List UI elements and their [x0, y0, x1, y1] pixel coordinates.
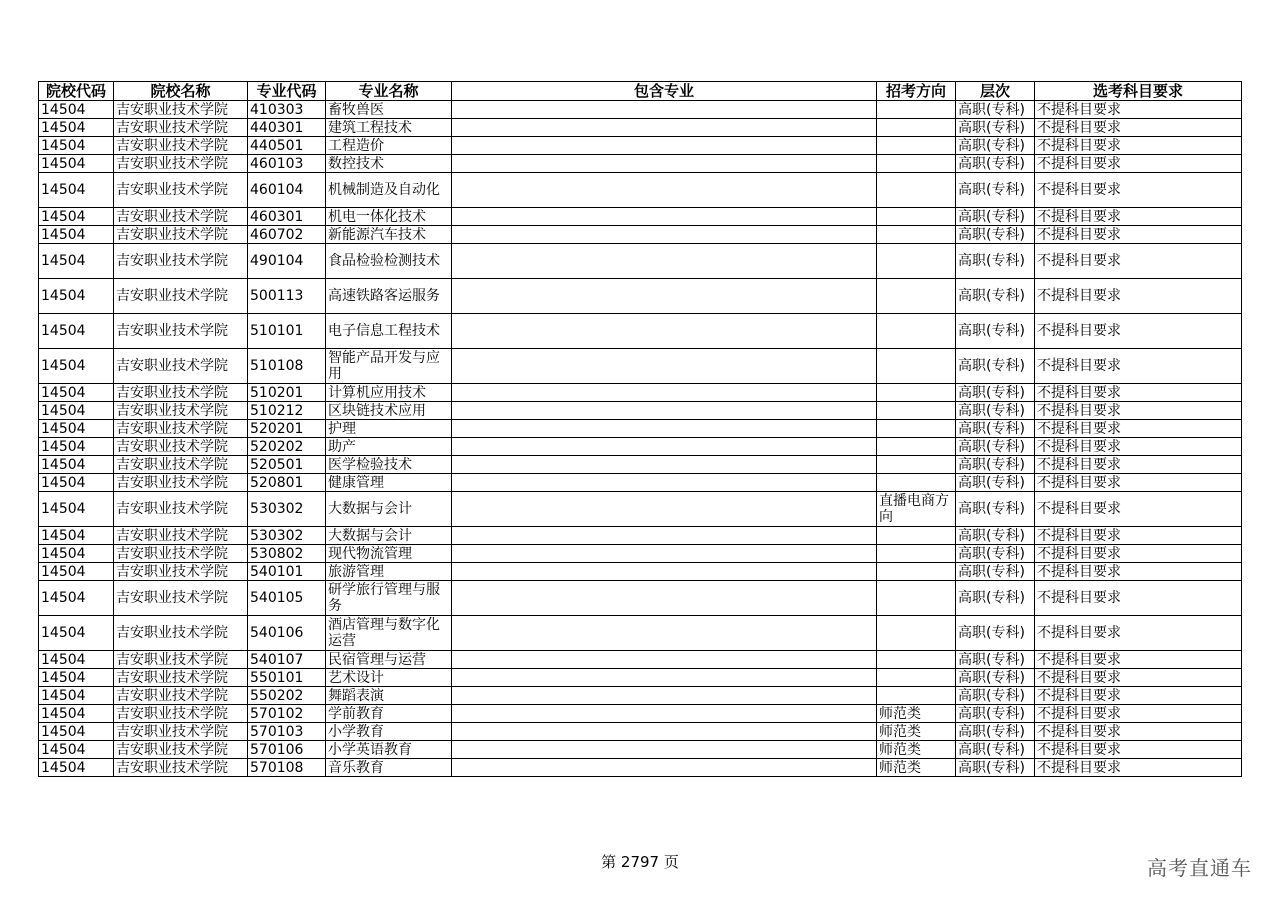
table-row — [39, 226, 1242, 244]
cell-major-code: 520201 — [248, 420, 326, 438]
cell-school-name: 吉安职业技术学院 — [114, 616, 248, 651]
cell-level: 高职(专科) — [956, 226, 1035, 244]
cell-subject-requirement: 不提科目要求 — [1035, 226, 1242, 244]
cell-direction — [877, 101, 956, 119]
cell-school-code: 14504 — [39, 759, 114, 777]
cell-level: 高职(专科) — [956, 669, 1035, 687]
cell-direction — [877, 384, 956, 402]
cell-school-name: 吉安职业技术学院 — [114, 545, 248, 563]
cell-school-code: 14504 — [39, 208, 114, 226]
admission-table — [38, 81, 1242, 777]
cell-included-majors — [452, 651, 877, 669]
cell-school-name: 吉安职业技术学院 — [114, 384, 248, 402]
cell-included-majors — [452, 581, 877, 616]
cell-subject-requirement: 不提科目要求 — [1035, 545, 1242, 563]
cell-school-name: 吉安职业技术学院 — [114, 687, 248, 705]
cell-major-code: 570108 — [248, 759, 326, 777]
cell-level: 高职(专科) — [956, 456, 1035, 474]
cell-school-name: 吉安职业技术学院 — [114, 759, 248, 777]
cell-direction — [877, 651, 956, 669]
table-row — [39, 759, 1242, 777]
table-row — [39, 384, 1242, 402]
cell-major-code: 520202 — [248, 438, 326, 456]
cell-direction — [877, 563, 956, 581]
cell-school-name: 吉安职业技术学院 — [114, 279, 248, 314]
table-row — [39, 527, 1242, 545]
cell-major-code: 510108 — [248, 349, 326, 384]
cell-school-name: 吉安职业技术学院 — [114, 438, 248, 456]
cell-major-name: 大数据与会计 — [326, 527, 452, 545]
cell-school-name: 吉安职业技术学院 — [114, 244, 248, 279]
cell-school-code: 14504 — [39, 651, 114, 669]
cell-level: 高职(专科) — [956, 705, 1035, 723]
cell-school-name: 吉安职业技术学院 — [114, 705, 248, 723]
cell-school-name: 吉安职业技术学院 — [114, 155, 248, 173]
cell-subject-requirement: 不提科目要求 — [1035, 402, 1242, 420]
cell-major-name: 健康管理 — [326, 474, 452, 492]
cell-included-majors — [452, 456, 877, 474]
header-direction: 招考方向 — [877, 82, 956, 101]
cell-subject-requirement: 不提科目要求 — [1035, 244, 1242, 279]
cell-school-name: 吉安职业技术学院 — [114, 101, 248, 119]
cell-level: 高职(专科) — [956, 208, 1035, 226]
cell-major-code: 550101 — [248, 669, 326, 687]
cell-school-code: 14504 — [39, 384, 114, 402]
cell-included-majors — [452, 741, 877, 759]
cell-major-name: 区块链技术应用 — [326, 402, 452, 420]
cell-major-name: 小学英语教育 — [326, 741, 452, 759]
table-row — [39, 173, 1242, 208]
cell-subject-requirement: 不提科目要求 — [1035, 581, 1242, 616]
cell-direction — [877, 581, 956, 616]
cell-school-name: 吉安职业技术学院 — [114, 402, 248, 420]
table-row — [39, 155, 1242, 173]
cell-level: 高职(专科) — [956, 402, 1035, 420]
cell-subject-requirement: 不提科目要求 — [1035, 527, 1242, 545]
cell-subject-requirement: 不提科目要求 — [1035, 349, 1242, 384]
cell-level: 高职(专科) — [956, 687, 1035, 705]
cell-major-name: 计算机应用技术 — [326, 384, 452, 402]
cell-school-code: 14504 — [39, 101, 114, 119]
cell-major-name: 民宿管理与运营 — [326, 651, 452, 669]
table-row — [39, 101, 1242, 119]
cell-level: 高职(专科) — [956, 101, 1035, 119]
cell-major-code: 570106 — [248, 741, 326, 759]
cell-subject-requirement: 不提科目要求 — [1035, 705, 1242, 723]
table-row — [39, 456, 1242, 474]
table-row — [39, 137, 1242, 155]
cell-school-code: 14504 — [39, 314, 114, 349]
cell-subject-requirement: 不提科目要求 — [1035, 101, 1242, 119]
cell-included-majors — [452, 384, 877, 402]
cell-school-code: 14504 — [39, 687, 114, 705]
cell-included-majors — [452, 137, 877, 155]
cell-level: 高职(专科) — [956, 616, 1035, 651]
cell-major-name: 畜牧兽医 — [326, 101, 452, 119]
cell-level: 高职(专科) — [956, 314, 1035, 349]
cell-included-majors — [452, 669, 877, 687]
cell-direction: 师范类 — [877, 705, 956, 723]
header-school-code: 院校代码 — [39, 82, 114, 101]
cell-subject-requirement: 不提科目要求 — [1035, 687, 1242, 705]
cell-school-name: 吉安职业技术学院 — [114, 314, 248, 349]
cell-level: 高职(专科) — [956, 384, 1035, 402]
cell-major-name: 酒店管理与数字化运营 — [326, 616, 452, 651]
cell-direction — [877, 669, 956, 687]
cell-school-code: 14504 — [39, 705, 114, 723]
cell-included-majors — [452, 705, 877, 723]
cell-major-code: 440301 — [248, 119, 326, 137]
cell-direction — [877, 687, 956, 705]
cell-major-code: 460301 — [248, 208, 326, 226]
cell-included-majors — [452, 155, 877, 173]
cell-major-code: 550202 — [248, 687, 326, 705]
cell-direction — [877, 137, 956, 155]
cell-major-name: 数控技术 — [326, 155, 452, 173]
cell-school-code: 14504 — [39, 616, 114, 651]
cell-major-code: 530302 — [248, 527, 326, 545]
cell-subject-requirement: 不提科目要求 — [1035, 173, 1242, 208]
cell-major-name: 舞蹈表演 — [326, 687, 452, 705]
table-row — [39, 438, 1242, 456]
cell-level: 高职(专科) — [956, 420, 1035, 438]
table-row — [39, 741, 1242, 759]
cell-included-majors — [452, 438, 877, 456]
cell-school-name: 吉安职业技术学院 — [114, 119, 248, 137]
cell-included-majors — [452, 226, 877, 244]
cell-school-name: 吉安职业技术学院 — [114, 723, 248, 741]
cell-level: 高职(专科) — [956, 759, 1035, 777]
cell-school-code: 14504 — [39, 545, 114, 563]
cell-direction — [877, 474, 956, 492]
cell-included-majors — [452, 119, 877, 137]
cell-major-code: 540106 — [248, 616, 326, 651]
cell-major-code: 460104 — [248, 173, 326, 208]
cell-major-name: 医学检验技术 — [326, 456, 452, 474]
cell-school-code: 14504 — [39, 279, 114, 314]
cell-school-code: 14504 — [39, 244, 114, 279]
table-row — [39, 723, 1242, 741]
cell-major-name: 助产 — [326, 438, 452, 456]
cell-school-name: 吉安职业技术学院 — [114, 741, 248, 759]
cell-direction — [877, 119, 956, 137]
cell-school-name: 吉安职业技术学院 — [114, 527, 248, 545]
cell-major-name: 智能产品开发与应用 — [326, 349, 452, 384]
cell-major-code: 520801 — [248, 474, 326, 492]
cell-school-name: 吉安职业技术学院 — [114, 137, 248, 155]
cell-school-name: 吉安职业技术学院 — [114, 349, 248, 384]
cell-subject-requirement: 不提科目要求 — [1035, 420, 1242, 438]
cell-direction: 师范类 — [877, 723, 956, 741]
header-level: 层次 — [956, 82, 1035, 101]
cell-school-code: 14504 — [39, 563, 114, 581]
table-row — [39, 616, 1242, 651]
cell-subject-requirement: 不提科目要求 — [1035, 208, 1242, 226]
cell-school-code: 14504 — [39, 226, 114, 244]
cell-major-code: 500113 — [248, 279, 326, 314]
cell-direction — [877, 616, 956, 651]
table-row — [39, 581, 1242, 616]
cell-school-code: 14504 — [39, 581, 114, 616]
cell-major-name: 机电一体化技术 — [326, 208, 452, 226]
table-row — [39, 349, 1242, 384]
cell-school-code: 14504 — [39, 527, 114, 545]
cell-school-name: 吉安职业技术学院 — [114, 208, 248, 226]
cell-level: 高职(专科) — [956, 438, 1035, 456]
cell-included-majors — [452, 527, 877, 545]
cell-included-majors — [452, 349, 877, 384]
table-row — [39, 492, 1242, 527]
cell-subject-requirement: 不提科目要求 — [1035, 137, 1242, 155]
cell-major-code: 440501 — [248, 137, 326, 155]
cell-major-code: 510201 — [248, 384, 326, 402]
cell-level: 高职(专科) — [956, 581, 1035, 616]
cell-level: 高职(专科) — [956, 119, 1035, 137]
cell-included-majors — [452, 545, 877, 563]
cell-level: 高职(专科) — [956, 723, 1035, 741]
cell-direction — [877, 456, 956, 474]
cell-subject-requirement: 不提科目要求 — [1035, 651, 1242, 669]
cell-subject-requirement: 不提科目要求 — [1035, 563, 1242, 581]
cell-school-name: 吉安职业技术学院 — [114, 492, 248, 527]
table-row — [39, 208, 1242, 226]
cell-school-code: 14504 — [39, 349, 114, 384]
cell-included-majors — [452, 244, 877, 279]
cell-major-name: 大数据与会计 — [326, 492, 452, 527]
cell-included-majors — [452, 420, 877, 438]
table-row — [39, 279, 1242, 314]
cell-subject-requirement: 不提科目要求 — [1035, 741, 1242, 759]
cell-subject-requirement: 不提科目要求 — [1035, 119, 1242, 137]
cell-school-code: 14504 — [39, 402, 114, 420]
cell-included-majors — [452, 314, 877, 349]
cell-direction — [877, 402, 956, 420]
cell-major-name: 艺术设计 — [326, 669, 452, 687]
cell-school-code: 14504 — [39, 173, 114, 208]
cell-subject-requirement: 不提科目要求 — [1035, 384, 1242, 402]
table-row — [39, 314, 1242, 349]
cell-major-code: 460103 — [248, 155, 326, 173]
table-row — [39, 669, 1242, 687]
cell-included-majors — [452, 563, 877, 581]
cell-direction — [877, 420, 956, 438]
cell-level: 高职(专科) — [956, 563, 1035, 581]
cell-included-majors — [452, 492, 877, 527]
cell-major-name: 建筑工程技术 — [326, 119, 452, 137]
cell-included-majors — [452, 173, 877, 208]
header-included-majors: 包含专业 — [452, 82, 877, 101]
cell-direction: 直播电商方向 — [877, 492, 956, 527]
cell-school-code: 14504 — [39, 438, 114, 456]
cell-school-code: 14504 — [39, 474, 114, 492]
cell-school-code: 14504 — [39, 137, 114, 155]
cell-subject-requirement: 不提科目要求 — [1035, 155, 1242, 173]
header-major-code: 专业代码 — [248, 82, 326, 101]
cell-subject-requirement: 不提科目要求 — [1035, 669, 1242, 687]
cell-school-name: 吉安职业技术学院 — [114, 581, 248, 616]
cell-major-name: 机械制造及自动化 — [326, 173, 452, 208]
cell-included-majors — [452, 474, 877, 492]
cell-level: 高职(专科) — [956, 492, 1035, 527]
cell-school-code: 14504 — [39, 119, 114, 137]
cell-level: 高职(专科) — [956, 349, 1035, 384]
cell-direction: 师范类 — [877, 759, 956, 777]
cell-level: 高职(专科) — [956, 244, 1035, 279]
cell-subject-requirement: 不提科目要求 — [1035, 492, 1242, 527]
cell-major-name: 现代物流管理 — [326, 545, 452, 563]
cell-included-majors — [452, 402, 877, 420]
cell-level: 高职(专科) — [956, 279, 1035, 314]
cell-school-code: 14504 — [39, 155, 114, 173]
header-school-name: 院校名称 — [114, 82, 248, 101]
cell-major-code: 530302 — [248, 492, 326, 527]
cell-major-name: 高速铁路客运服务 — [326, 279, 452, 314]
cell-school-name: 吉安职业技术学院 — [114, 456, 248, 474]
cell-major-code: 490104 — [248, 244, 326, 279]
cell-school-code: 14504 — [39, 420, 114, 438]
cell-school-code: 14504 — [39, 669, 114, 687]
cell-school-code: 14504 — [39, 456, 114, 474]
cell-major-code: 510212 — [248, 402, 326, 420]
table-row — [39, 563, 1242, 581]
table-row — [39, 687, 1242, 705]
cell-major-name: 小学教育 — [326, 723, 452, 741]
cell-major-code: 570103 — [248, 723, 326, 741]
cell-included-majors — [452, 101, 877, 119]
cell-direction — [877, 244, 956, 279]
header-subject-requirement: 选考科目要求 — [1035, 82, 1242, 101]
cell-subject-requirement: 不提科目要求 — [1035, 314, 1242, 349]
cell-subject-requirement: 不提科目要求 — [1035, 456, 1242, 474]
cell-level: 高职(专科) — [956, 527, 1035, 545]
cell-included-majors — [452, 208, 877, 226]
cell-direction — [877, 349, 956, 384]
table-row — [39, 119, 1242, 137]
cell-direction — [877, 279, 956, 314]
cell-major-code: 460702 — [248, 226, 326, 244]
cell-school-name: 吉安职业技术学院 — [114, 420, 248, 438]
cell-subject-requirement: 不提科目要求 — [1035, 474, 1242, 492]
header-row — [39, 82, 1242, 101]
table-row — [39, 244, 1242, 279]
cell-school-name: 吉安职业技术学院 — [114, 669, 248, 687]
cell-direction — [877, 226, 956, 244]
cell-major-code: 530802 — [248, 545, 326, 563]
cell-subject-requirement: 不提科目要求 — [1035, 438, 1242, 456]
table-row — [39, 402, 1242, 420]
cell-major-code: 540101 — [248, 563, 326, 581]
cell-included-majors — [452, 687, 877, 705]
cell-included-majors — [452, 723, 877, 741]
cell-level: 高职(专科) — [956, 173, 1035, 208]
cell-direction — [877, 155, 956, 173]
table-row — [39, 545, 1242, 563]
cell-level: 高职(专科) — [956, 741, 1035, 759]
cell-school-code: 14504 — [39, 492, 114, 527]
cell-major-code: 570102 — [248, 705, 326, 723]
cell-school-code: 14504 — [39, 723, 114, 741]
watermark-text: 高考直通车 — [1147, 856, 1252, 880]
cell-major-code: 520501 — [248, 456, 326, 474]
cell-included-majors — [452, 616, 877, 651]
cell-level: 高职(专科) — [956, 651, 1035, 669]
cell-major-name: 音乐教育 — [326, 759, 452, 777]
cell-school-code: 14504 — [39, 741, 114, 759]
cell-subject-requirement: 不提科目要求 — [1035, 723, 1242, 741]
cell-subject-requirement: 不提科目要求 — [1035, 616, 1242, 651]
cell-major-code: 540105 — [248, 581, 326, 616]
cell-school-name: 吉安职业技术学院 — [114, 563, 248, 581]
cell-major-name: 旅游管理 — [326, 563, 452, 581]
cell-included-majors — [452, 759, 877, 777]
cell-direction — [877, 545, 956, 563]
cell-major-code: 410303 — [248, 101, 326, 119]
table-row — [39, 420, 1242, 438]
page-number: 第 2797 页 — [601, 853, 679, 871]
cell-major-code: 510101 — [248, 314, 326, 349]
cell-level: 高职(专科) — [956, 474, 1035, 492]
cell-direction — [877, 173, 956, 208]
cell-level: 高职(专科) — [956, 137, 1035, 155]
cell-subject-requirement: 不提科目要求 — [1035, 759, 1242, 777]
cell-included-majors — [452, 279, 877, 314]
cell-school-name: 吉安职业技术学院 — [114, 226, 248, 244]
cell-school-name: 吉安职业技术学院 — [114, 173, 248, 208]
cell-direction — [877, 314, 956, 349]
cell-major-name: 护理 — [326, 420, 452, 438]
table-row — [39, 651, 1242, 669]
cell-major-name: 食品检验检测技术 — [326, 244, 452, 279]
cell-level: 高职(专科) — [956, 155, 1035, 173]
cell-major-name: 电子信息工程技术 — [326, 314, 452, 349]
cell-level: 高职(专科) — [956, 545, 1035, 563]
cell-major-name: 研学旅行管理与服务 — [326, 581, 452, 616]
cell-direction — [877, 438, 956, 456]
cell-school-name: 吉安职业技术学院 — [114, 651, 248, 669]
cell-major-name: 工程造价 — [326, 137, 452, 155]
table-row — [39, 474, 1242, 492]
cell-direction: 师范类 — [877, 741, 956, 759]
cell-school-name: 吉安职业技术学院 — [114, 474, 248, 492]
cell-major-name: 新能源汽车技术 — [326, 226, 452, 244]
cell-major-code: 540107 — [248, 651, 326, 669]
table-row — [39, 705, 1242, 723]
cell-direction — [877, 208, 956, 226]
header-major-name: 专业名称 — [326, 82, 452, 101]
cell-major-name: 学前教育 — [326, 705, 452, 723]
cell-subject-requirement: 不提科目要求 — [1035, 279, 1242, 314]
cell-direction — [877, 527, 956, 545]
